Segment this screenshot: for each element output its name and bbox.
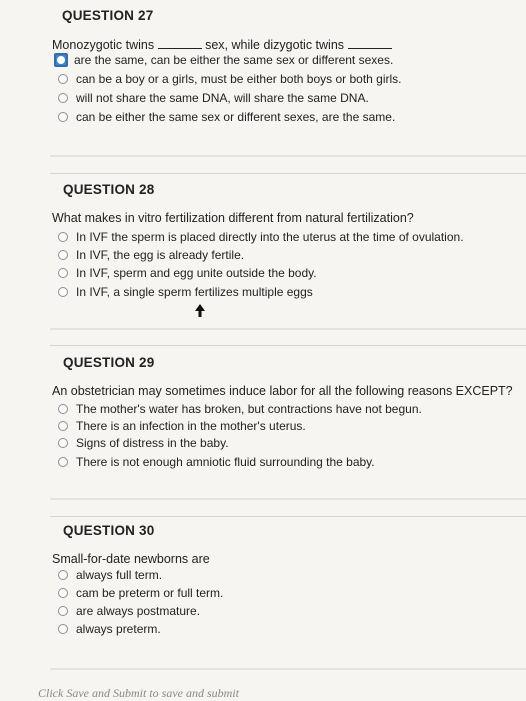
radio-icon[interactable] bbox=[58, 588, 68, 598]
divider bbox=[50, 345, 526, 346]
question-30-option-3[interactable] bbox=[58, 604, 200, 618]
mouse-pointer-icon bbox=[194, 304, 206, 318]
question-30-option-4[interactable] bbox=[58, 622, 161, 636]
question-30-option-1[interactable] bbox=[58, 568, 162, 582]
option-label: Signs of distress in the baby. bbox=[76, 436, 229, 450]
divider bbox=[50, 516, 526, 517]
radio-icon[interactable] bbox=[58, 250, 68, 260]
option-label: can be either the same sex or different sexes, are the same. bbox=[76, 110, 396, 124]
option-label: The mother's water has broken, but contractions have not begun. bbox=[76, 402, 422, 416]
radio-icon[interactable] bbox=[58, 93, 68, 103]
question-30-prompt: Small-for-date newborns are bbox=[52, 552, 210, 566]
radio-icon[interactable] bbox=[58, 404, 68, 414]
option-label: In IVF, sperm and egg unite outside the body. bbox=[76, 266, 317, 280]
question-29-option-3[interactable] bbox=[58, 436, 229, 450]
question-29-header: QUESTION 29 bbox=[63, 355, 155, 370]
option-label: are always postmature. bbox=[76, 604, 201, 618]
option-label: In IVF the sperm is placed directly into the uterus at the time of ovulation. bbox=[76, 230, 464, 244]
option-label: can be a boy or a girls, must be either both boys or both girls. bbox=[76, 72, 402, 86]
radio-icon[interactable] bbox=[58, 268, 68, 278]
question-30-header: QUESTION 30 bbox=[63, 523, 155, 538]
radio-icon[interactable] bbox=[58, 570, 68, 580]
question-27-option-1[interactable] bbox=[56, 53, 393, 67]
radio-icon[interactable] bbox=[58, 232, 68, 242]
divider bbox=[50, 328, 526, 330]
question-27-blank-2 bbox=[348, 38, 392, 49]
option-label: are the same, can be either the same sex or different sexes. bbox=[74, 53, 394, 67]
question-27-prompt-part-1: Monozygotic twins bbox=[52, 38, 155, 52]
selected-radio-icon[interactable] bbox=[54, 53, 68, 67]
question-27-prompt-part-2: sex, while dizygotic twins bbox=[205, 38, 345, 52]
radio-icon[interactable] bbox=[58, 421, 68, 431]
question-27-option-2[interactable] bbox=[58, 72, 402, 86]
question-28-prompt: What makes in vitro fertilization different from natural fertilization? bbox=[52, 211, 414, 225]
radio-icon[interactable] bbox=[58, 624, 68, 634]
option-label: always preterm. bbox=[76, 622, 161, 636]
radio-icon[interactable] bbox=[58, 287, 68, 297]
option-label: In IVF, the egg is already fertile. bbox=[76, 248, 245, 262]
question-30-option-2[interactable] bbox=[58, 586, 223, 600]
radio-icon[interactable] bbox=[58, 112, 68, 122]
divider bbox=[50, 498, 526, 500]
question-29-option-4[interactable] bbox=[58, 455, 375, 469]
question-29-option-1[interactable] bbox=[58, 402, 422, 416]
divider bbox=[50, 668, 526, 670]
radio-icon[interactable] bbox=[58, 438, 68, 448]
option-label: cam be preterm or full term. bbox=[76, 586, 224, 600]
question-29-option-2[interactable] bbox=[58, 419, 306, 433]
question-27-option-3[interactable] bbox=[58, 91, 369, 105]
option-label: There is not enough amniotic fluid surrounding the baby. bbox=[76, 455, 375, 469]
question-28-option-1[interactable] bbox=[58, 230, 464, 244]
option-label: always full term. bbox=[76, 568, 163, 582]
option-label: There is an infection in the mother's uterus. bbox=[76, 419, 306, 433]
question-27-prompt bbox=[52, 38, 392, 52]
option-label: In IVF, a single sperm fertilizes multiple eggs bbox=[76, 285, 313, 299]
question-28-option-3[interactable] bbox=[58, 266, 317, 280]
radio-icon[interactable] bbox=[58, 606, 68, 616]
divider bbox=[50, 155, 526, 157]
question-28-option-4[interactable] bbox=[58, 285, 313, 299]
radio-icon[interactable] bbox=[58, 457, 68, 467]
question-29-prompt: An obstetrician may sometimes induce labor for all the following reasons EXCEPT? bbox=[52, 384, 513, 398]
question-28-option-2[interactable] bbox=[58, 248, 244, 262]
save-submit-instruction: Click Save and Submit to save and submit bbox=[38, 686, 239, 700]
question-28-header: QUESTION 28 bbox=[63, 182, 155, 197]
question-27-option-4[interactable] bbox=[58, 110, 395, 124]
divider bbox=[50, 173, 526, 174]
question-27-header: QUESTION 27 bbox=[62, 8, 154, 23]
option-label: will not share the same DNA, will share the same DNA. bbox=[76, 91, 369, 105]
radio-icon[interactable] bbox=[58, 74, 68, 84]
question-27-blank-1 bbox=[158, 38, 202, 49]
